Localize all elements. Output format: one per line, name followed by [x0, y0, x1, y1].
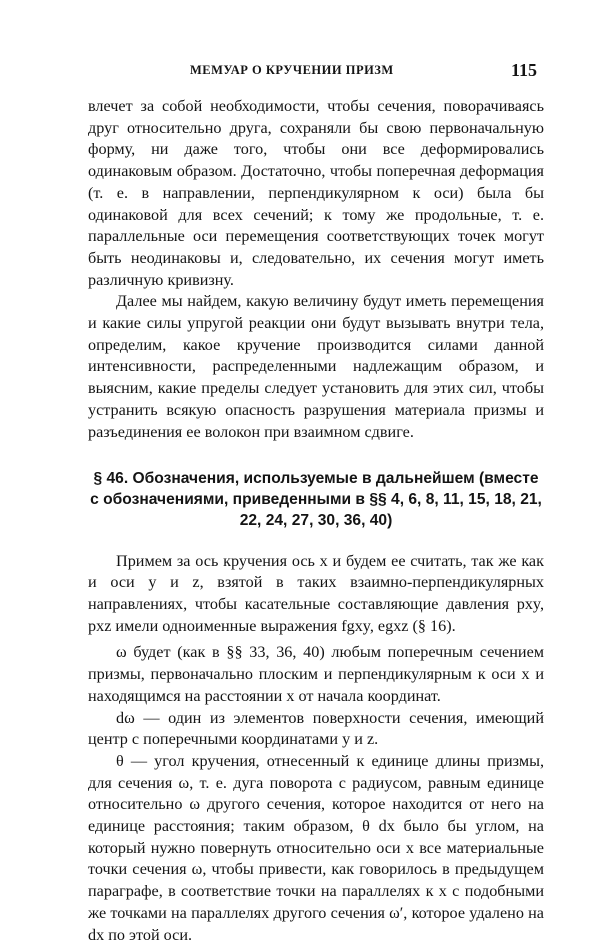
definition-d-omega: dω — один из элементов поверхности сечения, имеющий центр с поперечными координатами y и z. [88, 708, 544, 749]
definition-omega: ω будет (как в §§ 33, 36, 40) любым поперечным сечением призмы, первоначально плоским и перпендикулярным к оси x и находящимся на расстоянии x от начала координат. [88, 643, 544, 705]
section-heading: § 46. Обозначения, используемые в дальнейшем (вместе с обозначениями, приведенными в §§ 4, 6, 8, 11, 15, 18, 21, 22, 24, 27, 30, 36, 40) [90, 470, 542, 529]
running-head: МЕМУАР О КРУЧЕНИИ ПРИЗМ [190, 63, 394, 77]
page-header [88, 60, 537, 82]
page-body [88, 96, 544, 946]
paragraph: Далее мы найдем, какую величину будут иметь перемещения и какие силы упругой реакции они будут вызывать внутри тела, определим, какое кручение производится силами данной интенсивности, распределенными надлежащим образом, и выясним, какие пределы следует установить для этих сил, чтобы устранить всякую опасность разрушения материала призмы и разъединения ее волокон при взаимном сдвиге. [88, 292, 544, 441]
page-number: 115 [510, 60, 537, 80]
paragraph-continuation: влечет за собой необходимости, чтобы сечения, поворачиваясь друг относительно друга, сохраняли бы свою первоначальную форму, ни даже того, чтобы они все деформировались одинаковым образом. Достаточно, чтобы поперечная деформация (т. е. в направлении, перпендикулярном к оси) была бы одинаковой для всех сечений; к тому же продольные, т. е. параллельные оси перемещения соответствующих точек могут быть неодинаковы и, следовательно, их сечения могут иметь различную кривизну. [88, 97, 544, 289]
definition-theta: θ — угол кручения, отнесенный к единице длины призмы, для сечения ω, т. е. дуга поворота с радиусом, равным единице относительно ω другого сечения, которое находится от него на единице расстояния; таким образом, θ dx было бы углом, на который нужно повернуть относительно оси x все материальные точки сечения ω, чтобы привести, как говорилось в предыдущем параграфе, в соответствие точки на параллелях к x с подобными же точками на параллелях другого сечения ω′, которое удалено на dx по этой оси. [88, 751, 544, 944]
paragraph: Примем за ось кручения ось x и будем ее считать, так же как и оси y и z, взятой в таких взаимно-перпендикулярных направлениях, чтобы касательные составляющие давления pxy, pxz имели одноименные выражения fgxy, egxz (§ 16). [88, 551, 544, 635]
